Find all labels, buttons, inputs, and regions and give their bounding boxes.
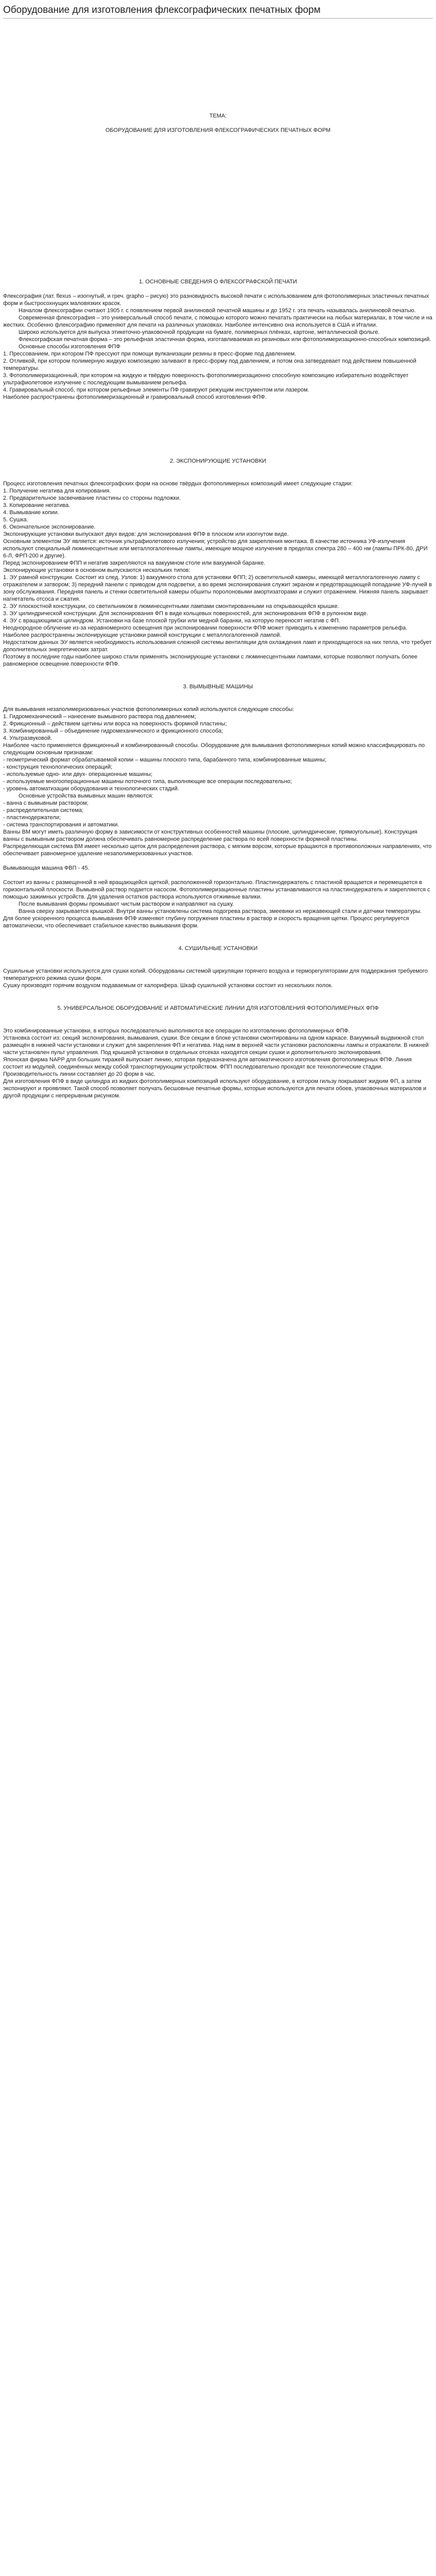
list-item: 3. ЭУ цилиндрической конструкции. Для экспонирования ФП в виде кольцевых поверхностей, для экспонирования ФПФ в рулонном виде. — [3, 611, 368, 617]
s2-paragraph-4: Перед экспонированием ФПП и негатив закрепляются на вакуумном столе или вакуумной баранке. — [3, 560, 266, 566]
section-spacer — [3, 929, 433, 945]
s2-paragraph-9: Поэтому в последние годы наиболее широко стали применять экспонирующие установки с люминесцентными лампами, которые позволяют получать более равномерное освещение поверхности ФПФ. — [3, 654, 417, 667]
list-item: - геометрический формат обрабатываемой копии – машины плоского типа, барабанного типа, комбинированные машины; — [3, 757, 327, 763]
s2-paragraph-1: Процесс изготовления печатных флексографских форм на основе твёрдых фотополимерных композиций имеет следующие стадии: — [3, 481, 353, 487]
s3-structure-heading: Основные устройства вымывных машин являются: — [19, 793, 153, 799]
s2-paragraph-5: Экспонирующие установки в основном выпускаются нескольких типов: — [3, 567, 190, 573]
list-item: 2. Отливкой, при котором полимерную жидкую композицию заливают в пресс-форму под давлением, и потом она затвердевает под действием повышенной температуры. — [3, 358, 416, 371]
s3-paragraph-2: Наиболее часто применяется фрикционный и комбинированный способы. Оборудование для вымывания фотополимерных копий можно классифицировать по следующим основным признакам: — [3, 742, 425, 756]
s1-types-list — [3, 350, 433, 394]
list-item: - конструкция технологических операций; — [3, 764, 113, 770]
document-title: Оборудование для изготовления флексографических печатных форм — [3, 4, 433, 19]
s5-paragraph-3: Японская фирма NAPP для больших тиражей выпускает линию, которая предназначена для автоматического изготовления фотополимерных ФПФ. Линия состоит из модулей, соединённых между собой транспортирующим устройством. ФПП последовательно проходят все технологические стадии. Производительность линии составляет до 20 форм в час. — [3, 1057, 412, 1077]
s3-paragraph-9: Для более ускоренного процесса вымывания ФПФ изменяют глубину погружения пластины в раствор и скорость вращения щетки. Процесс регулируется автоматически, что обеспечивает стабильное качество вымывания форм. — [3, 916, 409, 929]
spacer — [3, 857, 433, 865]
s3-paragraph-1: Для вымывания незаполимеризованных участков фотополимерных копий используются следующие способы: — [3, 706, 294, 713]
s4-paragraph-1: Сушильные установки используются для сушки копий. Оборудованы системой циркуляции горячего воздуха и терморегуляторами для поддержания требуемого температурного режима сушки форм. — [3, 968, 428, 981]
s1-paragraph-6: Наиболее распространены фотополимеризационный и гравировальный способ изготовления ФПФ. — [3, 394, 267, 400]
list-item: 1. Гидромеханический – нанесение вымывного раствора под давлением; — [3, 714, 196, 720]
cover-topic: ОБОРУДОВАНИЕ ДЛЯ ИЗГОТОВЛЕНИЯ ФЛЕКСОГРАФИЧЕСКИХ ПЕЧАТНЫХ ФОРМ — [105, 127, 331, 133]
s3-paragraph-7: После вымывания формы промывают чистым раствором и направляют на сушку. — [19, 901, 234, 907]
s3-methods-list — [3, 713, 433, 742]
spacer — [3, 872, 433, 879]
list-item: - ванна с вымывным раствором; — [3, 800, 89, 806]
s1-paragraph-5: Флексографская печатная форма – это рельефная эластичная форма, изготавливаемая из резиновых или фотополимеризационно-способных композиций. — [19, 336, 431, 343]
spacer — [3, 285, 433, 293]
list-item: 4. Вымывание копии. — [3, 510, 59, 516]
section-spacer — [3, 989, 433, 1005]
list-item: 4. Ультразвуковой. — [3, 735, 53, 741]
spacer — [3, 120, 433, 127]
s1-paragraph-3: Современная флексография – это универсальный способ печати, с помощью которого можно печатать практически на любых материалах, в том числе и на жестких. Особенно флексографию применяют для печати на различных упаковках. Наиболее интенсивно она используется в США и Италии. — [3, 315, 432, 328]
s3-paragraph-5: Вымывающая машина ФВП - 45. — [3, 865, 90, 871]
section-4-heading: 4. СУШИЛЬНЫЕ УСТАНОВКИ — [178, 945, 258, 952]
list-item: 4. Гравировальный способ, при котором рельефные элементы ПФ гравируют режущим инструментом или лазером. — [3, 387, 309, 393]
section-3-heading: 3. ВЫМЫВНЫЕ МАШИНЫ — [183, 684, 253, 690]
s5-paragraph-4: Для изготовления ФПФ в виде цилиндра из жидких фотополимерных композиций используют оборудование, в котором гильзу покрывают жидким ФП, а затем экспонируют и проявляют. Такой способ позволяет получать бесшовные печатные формы, которые используются для печати обоев, упаковочных материалов и другой продукции с непрерывным рисунком. — [3, 1078, 427, 1099]
list-item: 3. Фотополимеризационный, при котором на жидкую и твёрдую поверхность фотополимеризационно способную композицию избирательно воздействует ультрафиолетовое излучение с последующим вымыванием рельефа. — [3, 372, 409, 386]
s5-paragraph-2: Установка состоит из: секций экспонирования, вымывания, сушки. Все секции в блоке установки смонтированы на одном каркасе. Вакуумный выдвижной стол размещён в нижней части установки и служит для закрепления ФП и негатива. Над ним в верхней части установки расположены лампы и отражатели. В нижней части установлен пульт управления. Под крышкой установки в отдельных отсеках находятся секции сушки и дополнительного экспонирования. — [3, 1035, 429, 1056]
s3-criteria-list — [3, 756, 433, 792]
s2-paragraph-6: Неоднородное облучение из-за неравномерного освещения при экспонировании поверхности ФПФ может приводить к изменению параметров рельефа. — [3, 625, 408, 631]
s3-structure-list — [3, 800, 433, 828]
list-item: 2. ЭУ плоскостной конструкции, со светильником в люминесцентными лампами смонтированными на открывающейся крышке. — [3, 603, 339, 609]
list-item: - уровень автоматизации оборудования и технологических стадий. — [3, 786, 179, 792]
section-spacer — [3, 401, 433, 457]
cover-label: ТЕМА: — [209, 113, 227, 119]
s1-paragraph-2: Началом флексографии считают 1905 г. с появлением первой анилиновой печатной машины и до 1952 г. эта печать называлась анилиновой печатью. — [19, 308, 416, 314]
list-item: 2. Фрикционный – действием щетины или ворса на поверхность формной пластины; — [3, 721, 227, 727]
section-2-heading: 2. ЭКСПОНИРУЮЩИЕ УСТАНОВКИ — [170, 458, 266, 464]
s5-paragraph-1: Это комбинированные установки, в которых последовательно выполняются все операции по изготовлению фотополимерных ФПФ. — [3, 1028, 350, 1034]
spacer — [3, 465, 433, 480]
list-item: 4. ЭУ с вращающимся цилиндром. Установки на базе плоской трубки или медной баранки, на которую переносят негатив с ФП. — [3, 618, 340, 624]
list-item: 1. Получение негатива для копирования. — [3, 488, 111, 494]
s4-paragraph-2: Сушку производят горячим воздухом подаваемым от калорифера. Шкаф сушильной установки состоит из нескольких полок. — [3, 982, 333, 989]
s3-paragraph-3: Ванны ВМ могут иметь различную форму в зависимости от конструктивных особенностей машины (плоские, цилиндрические, прямоугольные). Конструкция ванны с вымывным раствором должна обеспечивать равномерное распределение раствора по всей поверхности формной пластины. — [3, 829, 417, 842]
spacer — [3, 1012, 433, 1027]
section-spacer — [3, 668, 433, 683]
list-item: - используемые многооперационные машины поточного типа, выполняющие все операции последовательно; — [3, 778, 292, 785]
list-item: - распределительная система; — [3, 807, 84, 814]
document-page — [0, 0, 436, 1103]
s2-paragraph-2: Экспонирующие установки выпускают двух видов: для экспонирования ФПФ в плоском или изогнутом виде. — [3, 531, 289, 537]
section-1-heading: 1. ОСНОВНЫЕ СВЕДЕНИЯ О ФЛЕКСОГРАФСКОЙ ПЕЧАТИ — [139, 279, 297, 285]
spacer — [3, 952, 433, 968]
section-5-heading: 5. УНИВЕРСАЛЬНОЕ ОБОРУДОВАНИЕ И АВТОМАТИЧЕСКИЕ ЛИНИИ ДЛЯ ИЗГОТОВЛЕНИЯ ФОТОПОЛИМЕРНЫХ ФПФ — [57, 1005, 379, 1011]
list-item: 3. Копирование негатива. — [3, 502, 71, 509]
s2-steps-list — [3, 487, 433, 531]
list-item: 2. Предварительное засвечивание пластины со стороны подложки. — [3, 495, 181, 501]
s2-paragraph-8: Недостатком данных ЭУ является необходимость использования сложной системы вентиляции для охлаждения ламп и приходящегося на них тепла, что требует дополнительных энергетических затрат. — [3, 639, 432, 653]
s1-paragraph-4: Широко используется для выпуска этикеточно-упаковочной продукции на бумаге, полимерных плёнках, картоне, металлической фольге. — [19, 329, 380, 335]
cover-spacer — [3, 25, 433, 112]
s2-paragraph-7: Наиболее распространены экспонирующие установки рамной конструкции с металлогалогенной лампой. — [3, 632, 282, 638]
s3-paragraph-6: Состоит из ванны с размещенной в ней вращающейся щеткой, расположенной горизонтально. Пластинодержатель с пластиной вращается и перемещается в горизонтальной плоскости. Вымывной раствор подается насосом. Фотополимеризационные пластины устанавливаются на пластинодержатель и закрепляются с помощью зажимных устройств. Для удаления остатков раствора используются отжимные валики. — [3, 879, 430, 900]
list-item: 3. Комбинированный – объединение гидромеханического и фрикционного способа; — [3, 728, 223, 734]
list-item: - используемые одно- или двух- операционные машины; — [3, 771, 153, 777]
s2-types-list — [3, 574, 433, 624]
s2-paragraph-3: Основным элементом ЭУ является: источник ультрафиолетового излучения; устройство для закрепления монтажа. В качестве источника УФ-излучения используют специальный люминесцентные или металлогалогенные лампы, имеющие мощное излучение в пределах спектра 280 – 400 нм (лампы ПРК-80, ДРИ 6-Л, ФРП-200 и другие). — [3, 538, 428, 559]
list-item: 1. ЭУ рамной конструкции. Состоит из след. Узлов: 1) вакуумного стола для установки ФПП; 2) осветительной камеры, имеющей металлогалогенную лампу с отражателем и затвором; 3) передний панели с приводом для подсветки, а во время экспонирования служит экраном и предотвращающей попадание УФ-лучей в зону обслуживания. Передняя панель и стенки осветительной камеры обшиты поролоновыми амортизаторами и служит отражением. Нижняя панель закрывает нагнетатель отсоса и сжатия. — [3, 574, 432, 602]
spacer — [3, 690, 433, 706]
list-item: - система транспортирования и автоматики. — [3, 822, 119, 828]
s1-paragraph-1: Флексография (лат. flexus – изогнутый, и греч. grapho – рисую) это разновидность высокой печати с использованием для фотополимерных эластичных печатных форм и быстросохнущих маловязких красок. — [3, 293, 429, 307]
s3-paragraph-4: Распределяющая система ВМ имеет несколько щеток для распределения раствора, с мягким ворсом, которые вращаются в противоположных направлениях, что обеспечивает равномерное удаление незаполимеризованных участков. — [3, 843, 432, 857]
list-item: 1. Прессованием, при котором ПФ прессуют при помощи вулканизации резины в пресс-форме под давлением. — [3, 351, 297, 357]
list-item: - пластинодержатели; — [3, 815, 61, 821]
cover-spacer-extra — [3, 222, 433, 278]
list-item: 6. Окончательное экспонирование. — [3, 524, 96, 530]
s1-types-heading: Основные способы изготовления ФПФ — [19, 344, 120, 350]
list-item: 5. Сушка. — [3, 517, 28, 523]
cover-spacer-bottom — [3, 134, 433, 222]
s3-paragraph-8: Ванна сверху закрывается крышкой. Внутри ванны установлены система подогрева раствора, змеевики из нержавеющей стали и датчики температуры. — [19, 908, 422, 914]
